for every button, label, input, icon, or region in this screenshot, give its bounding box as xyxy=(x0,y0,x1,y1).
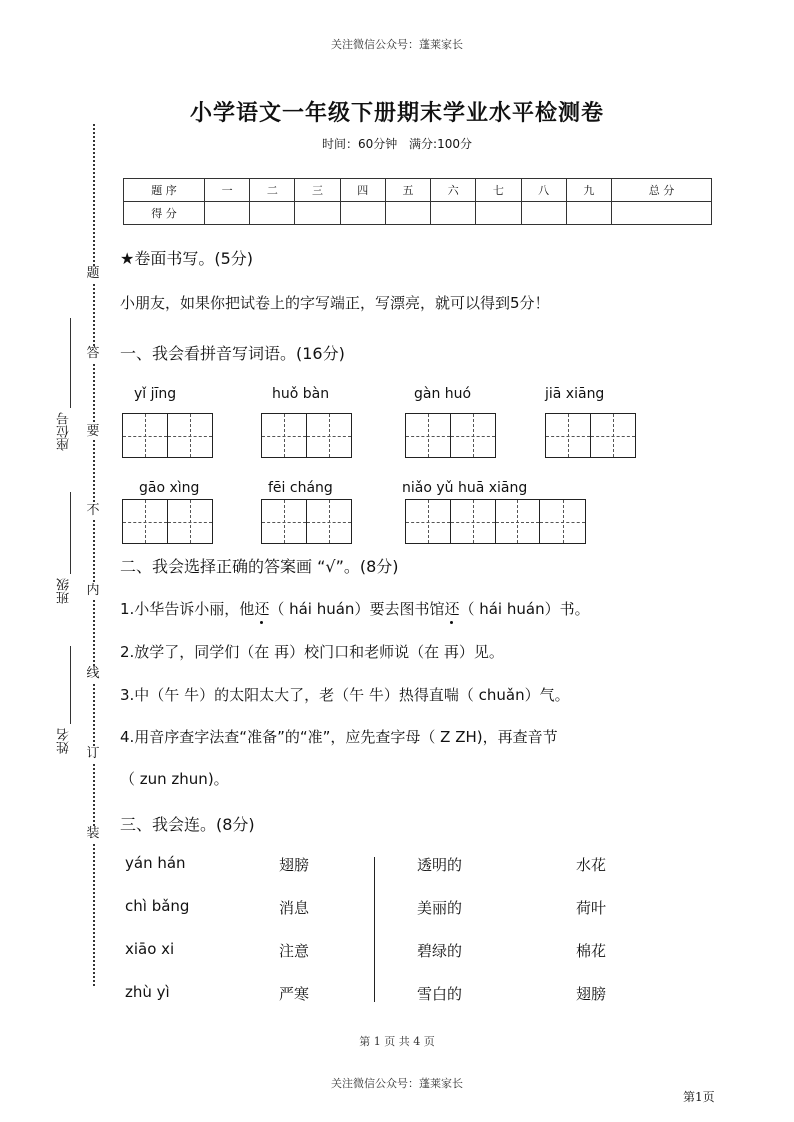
score-cell[interactable] xyxy=(476,202,521,225)
score-cell[interactable] xyxy=(521,202,566,225)
pinyin-label: gàn huó xyxy=(414,386,472,402)
pinyin-label: huǒ bàn xyxy=(272,386,330,402)
score-cell[interactable] xyxy=(566,202,611,225)
section-handwriting-heading: ★卷面书写。(5分) xyxy=(120,249,254,268)
binding-char: 题 xyxy=(86,266,100,281)
q1-part: （ hái huán）要去图书馆 xyxy=(269,600,445,618)
score-cell[interactable] xyxy=(205,202,250,225)
writing-grid[interactable] xyxy=(122,499,213,544)
class-label: 班级 xyxy=(57,578,72,604)
choice-question-4-cont: （ zun zhun)。 xyxy=(120,770,229,788)
binding-char: 答 xyxy=(86,346,100,361)
score-header-cell: 九 xyxy=(566,179,611,202)
score-header-cell: 四 xyxy=(340,179,385,202)
match-divider xyxy=(374,857,375,1002)
exam-title: 小学语文一年级下册期末学业水平检测卷 xyxy=(189,101,604,126)
score-table xyxy=(123,178,712,225)
page-count: 第 1 页 共 4 页 xyxy=(359,1035,435,1048)
score-cell[interactable] xyxy=(340,202,385,225)
q1-dotted-char: 还 xyxy=(254,600,270,618)
pinyin-label: gāo xìng xyxy=(139,480,200,496)
section-choice-heading: 二、我会选择正确的答案画 “√”。(8分) xyxy=(120,557,399,576)
writing-grid[interactable] xyxy=(261,499,352,544)
header-note: 关注微信公众号：蓬莱家长 xyxy=(331,38,463,51)
match-adjective[interactable]: 透明的 xyxy=(417,856,463,874)
pinyin-label: yǐ jīng xyxy=(134,386,177,402)
score-cell[interactable] xyxy=(431,202,476,225)
score-header-cell: 题 序 xyxy=(124,179,205,202)
writing-grid[interactable] xyxy=(122,413,213,458)
choice-question-4: 4.用音序查字法查“准备”的“准”，应先查字母（ Z ZH)，再查音节 xyxy=(120,728,558,746)
score-table-header-row xyxy=(124,179,712,202)
binding-char: 线 xyxy=(86,666,100,681)
section-match-heading: 三、我会连。(8分) xyxy=(120,815,255,834)
binding-dotted-line xyxy=(93,124,95,986)
pinyin-label: niǎo yǔ huā xiāng xyxy=(402,480,528,496)
match-noun[interactable]: 水花 xyxy=(576,856,607,874)
match-pinyin[interactable]: zhù yì xyxy=(125,983,170,1001)
score-cell[interactable] xyxy=(250,202,295,225)
score-header-cell: 七 xyxy=(476,179,521,202)
choice-question-2: 2.放学了，同学们（在 再）校门口和老师说（在 再）见。 xyxy=(120,643,504,661)
choice-question-3: 3.中（午 牛）的太阳太大了，老（午 牛）热得直喘（ chuǎn）气。 xyxy=(120,686,570,704)
pinyin-label: fēi cháng xyxy=(268,480,333,496)
score-header-cell: 总 分 xyxy=(611,179,711,202)
q1-part: （ hái huán）书。 xyxy=(459,600,590,618)
footer-note: 关注微信公众号：蓬莱家长 xyxy=(331,1077,463,1090)
binding-char: 订 xyxy=(86,746,100,761)
writing-grid[interactable] xyxy=(405,413,496,458)
class-line[interactable] xyxy=(70,492,71,574)
exam-subtitle: 时间：60分钟 满分:100分 xyxy=(321,137,473,151)
score-row-label: 得 分 xyxy=(124,202,205,225)
match-adjective[interactable]: 雪白的 xyxy=(417,985,463,1003)
q1-dotted-char: 还 xyxy=(444,600,460,618)
match-word[interactable]: 消息 xyxy=(279,899,310,917)
score-header-cell: 五 xyxy=(385,179,430,202)
page-label: 第1页 xyxy=(683,1090,715,1104)
writing-grid[interactable] xyxy=(545,413,636,458)
pinyin-label: jiā xiāng xyxy=(545,386,605,402)
score-header-cell: 一 xyxy=(205,179,250,202)
match-pinyin[interactable]: chì bǎng xyxy=(125,897,190,915)
match-word[interactable]: 严寒 xyxy=(279,985,310,1003)
name-line[interactable] xyxy=(70,646,71,724)
seat-number-line[interactable] xyxy=(70,318,71,408)
match-adjective[interactable]: 美丽的 xyxy=(417,899,463,917)
score-header-cell: 六 xyxy=(431,179,476,202)
match-noun[interactable]: 荷叶 xyxy=(576,899,607,917)
q1-part: 1.小华告诉小丽，他 xyxy=(120,600,255,618)
score-cell[interactable] xyxy=(295,202,340,225)
writing-grid[interactable] xyxy=(261,413,352,458)
match-pinyin[interactable]: xiāo xi xyxy=(125,940,175,958)
score-cell[interactable] xyxy=(385,202,430,225)
match-word[interactable]: 注意 xyxy=(279,942,310,960)
binding-char: 不 xyxy=(86,503,100,518)
match-noun[interactable]: 翅膀 xyxy=(576,985,607,1003)
match-noun[interactable]: 棉花 xyxy=(576,942,607,960)
binding-char: 要 xyxy=(86,424,100,439)
score-header-cell: 八 xyxy=(521,179,566,202)
score-header-cell: 二 xyxy=(250,179,295,202)
section-pinyin-heading: 一、我会看拼音写词语。(16分) xyxy=(120,344,345,363)
score-header-cell: 三 xyxy=(295,179,340,202)
section-handwriting-text: 小朋友，如果你把试卷上的字写端正，写漂亮，就可以得到5分！ xyxy=(120,294,550,312)
choice-question-1 xyxy=(120,598,590,619)
match-adjective[interactable]: 碧绿的 xyxy=(417,942,463,960)
match-word[interactable]: 翅膀 xyxy=(279,856,310,874)
writing-grid[interactable] xyxy=(405,499,586,544)
match-pinyin[interactable]: yán hán xyxy=(125,854,186,872)
seat-number-label: 座位号 xyxy=(57,412,72,451)
binding-char: 装 xyxy=(86,826,100,841)
binding-char: 内 xyxy=(86,583,100,598)
score-cell[interactable] xyxy=(611,202,711,225)
score-table-score-row xyxy=(124,202,712,225)
name-label: 姓名 xyxy=(57,728,72,754)
